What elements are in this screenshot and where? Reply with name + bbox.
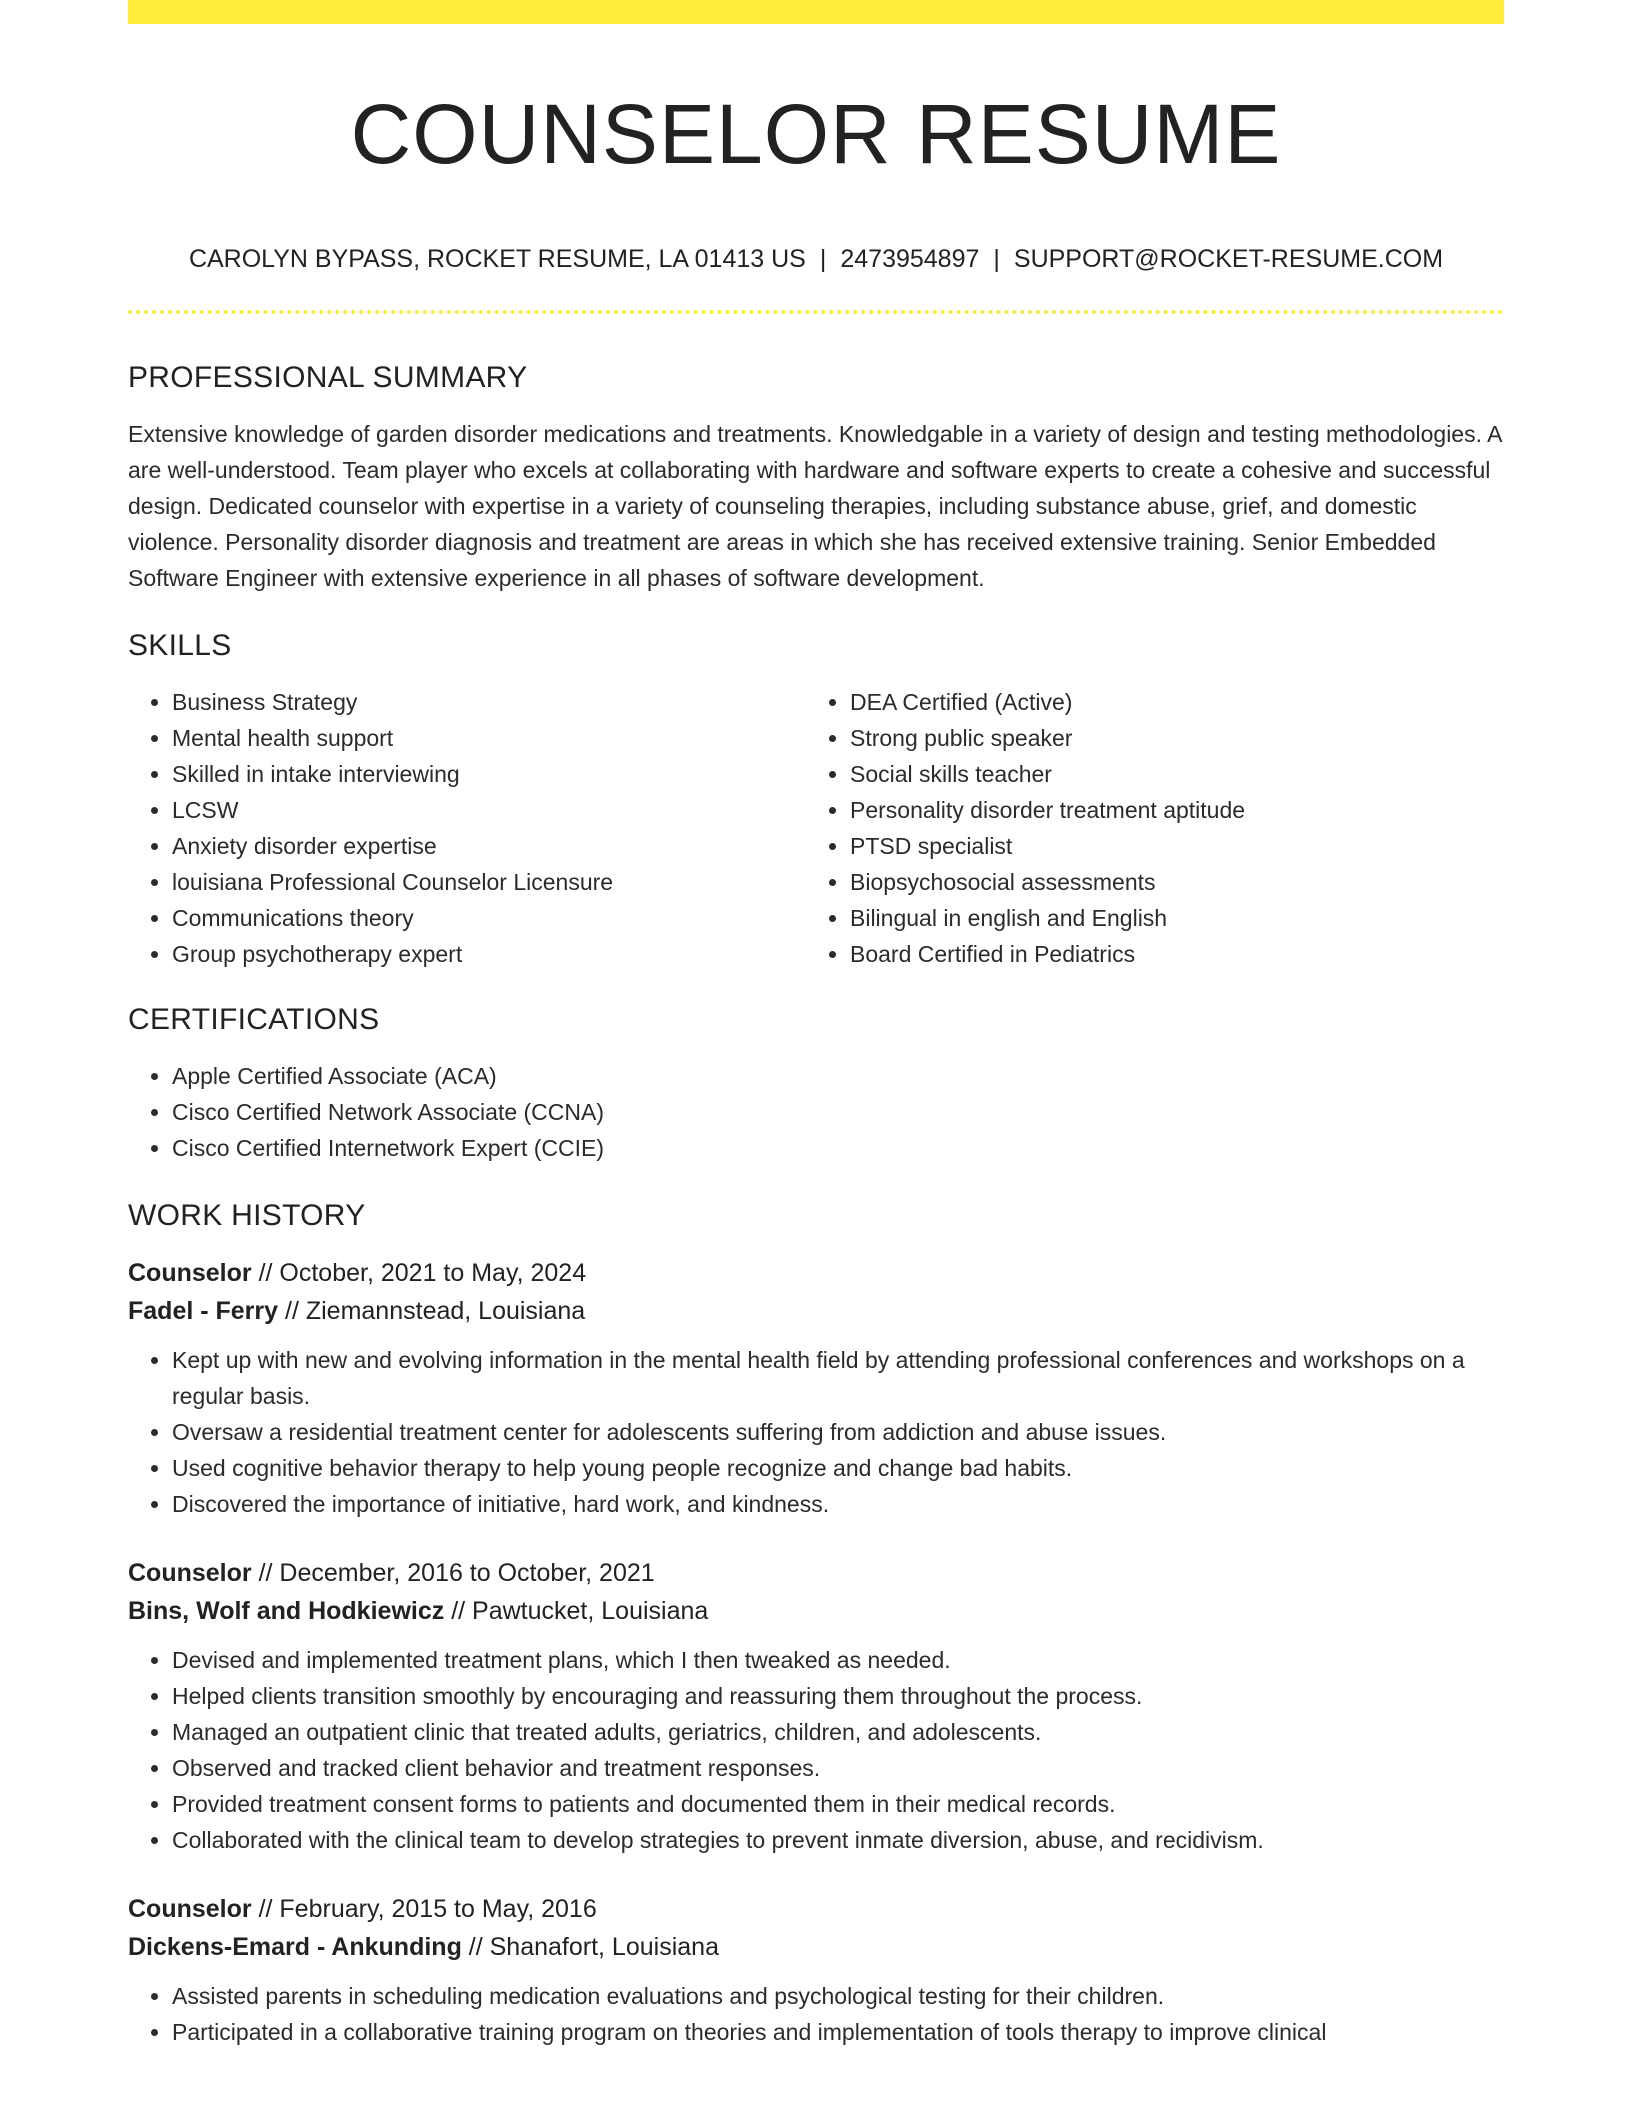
resume-page xyxy=(128,0,1504,2050)
skill-item: • Biopsychosocial assessments xyxy=(850,864,1484,900)
skill-item: • Personality disorder treatment aptitude xyxy=(850,792,1484,828)
skill-item: • Group psychotherapy expert xyxy=(172,936,806,972)
contact-email: SUPPORT@ROCKET-RESUME.COM xyxy=(1013,245,1444,273)
job-bullet: • Helped clients transition smoothly by encouraging and reassuring them throughout the process. xyxy=(172,1678,1504,1714)
job-bullet: • Assisted parents in scheduling medication evaluations and psychological testing for their children. xyxy=(172,1978,1504,2014)
job-bullet: • Kept up with new and evolving information in the mental health field by attending professional conferences and workshops on a regular basis. xyxy=(172,1342,1504,1414)
skill-item: • LCSW xyxy=(172,792,806,828)
job-bullet: • Managed an outpatient clinic that treated adults, geriatrics, children, and adolescents. xyxy=(172,1714,1504,1750)
job-company-line xyxy=(128,1592,1504,1630)
job-entry xyxy=(128,1554,1504,1858)
skills-heading: SKILLS xyxy=(128,629,232,662)
skill-item: • PTSD specialist xyxy=(850,828,1484,864)
dotted-divider xyxy=(128,310,1504,314)
skill-item: • Anxiety disorder expertise xyxy=(172,828,806,864)
skills-grid xyxy=(128,684,1504,972)
job-bullet: • Oversaw a residential treatment center for adolescents suffering from addiction and abuse issues. xyxy=(172,1414,1504,1450)
job-company-line xyxy=(128,1928,1504,1966)
skill-item: • DEA Certified (Active) xyxy=(850,684,1484,720)
skill-item: • Social skills teacher xyxy=(850,756,1484,792)
skill-item: • Board Certified in Pediatrics xyxy=(850,936,1484,972)
page-title: COUNSELOR RESUME xyxy=(350,87,1282,181)
skill-item: • Communications theory xyxy=(172,900,806,936)
job-bullet: • Collaborated with the clinical team to develop strategies to prevent inmate diversion, abuse, and recidivism. xyxy=(172,1822,1504,1858)
accent-top-bar xyxy=(128,0,1504,24)
summary-text: Extensive knowledge of garden disorder medications and treatments. Knowledgable in a variety of design and testing methodologies. A are well-understood. Team player who excels at collaborating with hardware and software experts to create a cohesive and successful design. Dedicated counselor with expertise in a variety of counseling therapies, including substance abuse, grief, and domestic violence. Personality disorder diagnosis and treatment are areas in which she has received extensive training. Senior Embedded Software Engineer with extensive experience in all phases of software development. xyxy=(128,421,1502,591)
job-bullet: • Participated in a collaborative training program on theories and implementation of tools therapy to improve clinical xyxy=(172,2014,1504,2050)
job-company-line xyxy=(128,1292,1504,1330)
job-location: // Ziemannstead, Louisiana xyxy=(285,1297,586,1325)
contact-separator: | xyxy=(819,245,827,273)
job-entry xyxy=(128,1890,1504,2050)
job-company: Dickens-Emard - Ankunding xyxy=(128,1933,462,1961)
job-bullet: • Provided treatment consent forms to patients and documented them in their medical records. xyxy=(172,1786,1504,1822)
job-title-line xyxy=(128,1254,1504,1292)
contact-line xyxy=(128,242,1504,276)
certifications-heading: CERTIFICATIONS xyxy=(128,1003,380,1036)
job-dates: // December, 2016 to October, 2021 xyxy=(258,1559,655,1587)
skill-item: • Bilingual in english and English xyxy=(850,900,1484,936)
work-history-heading: WORK HISTORY xyxy=(128,1199,366,1232)
skill-item: • Strong public speaker xyxy=(850,720,1484,756)
certification-item: • Apple Certified Associate (ACA) xyxy=(172,1058,1504,1094)
certification-item: • Cisco Certified Internetwork Expert (CCIE) xyxy=(172,1130,1504,1166)
skill-item: • Skilled in intake interviewing xyxy=(172,756,806,792)
job-bullets xyxy=(128,1978,1504,2050)
job-entry xyxy=(128,1254,1504,1522)
job-title: Counselor xyxy=(128,1895,252,1923)
job-bullets xyxy=(128,1642,1504,1858)
contact-separator: | xyxy=(993,245,1000,273)
job-company: Fadel - Ferry xyxy=(128,1297,279,1325)
job-dates: // October, 2021 to May, 2024 xyxy=(258,1259,587,1287)
job-bullet: • Used cognitive behavior therapy to help young people recognize and change bad habits. xyxy=(172,1450,1504,1486)
skills-column-left xyxy=(128,684,806,972)
summary-heading: PROFESSIONAL SUMMARY xyxy=(128,361,528,394)
skill-item: • Mental health support xyxy=(172,720,806,756)
job-title-line xyxy=(128,1890,1504,1928)
certification-item: • Cisco Certified Network Associate (CCNA) xyxy=(172,1094,1504,1130)
job-title-line xyxy=(128,1554,1504,1592)
job-location: // Shanafort, Louisiana xyxy=(468,1933,719,1961)
certifications-list xyxy=(128,1058,1504,1166)
skills-column-right xyxy=(806,684,1484,972)
job-bullet: • Observed and tracked client behavior and treatment responses. xyxy=(172,1750,1504,1786)
skill-item: • louisiana Professional Counselor Licensure xyxy=(172,864,806,900)
contact-phone: 2473954897 xyxy=(840,245,980,273)
job-company: Bins, Wolf and Hodkiewicz xyxy=(128,1597,445,1625)
job-title: Counselor xyxy=(128,1559,252,1587)
job-dates: // February, 2015 to May, 2016 xyxy=(258,1895,597,1923)
job-location: // Pawtucket, Louisiana xyxy=(451,1597,709,1625)
job-bullets xyxy=(128,1342,1504,1522)
job-bullet: • Discovered the importance of initiative, hard work, and kindness. xyxy=(172,1486,1504,1522)
job-bullet: • Devised and implemented treatment plans, which I then tweaked as needed. xyxy=(172,1642,1504,1678)
skill-item: • Business Strategy xyxy=(172,684,806,720)
contact-address: CAROLYN BYPASS, ROCKET RESUME, LA 01413 US xyxy=(188,245,806,273)
job-title: Counselor xyxy=(128,1259,252,1287)
